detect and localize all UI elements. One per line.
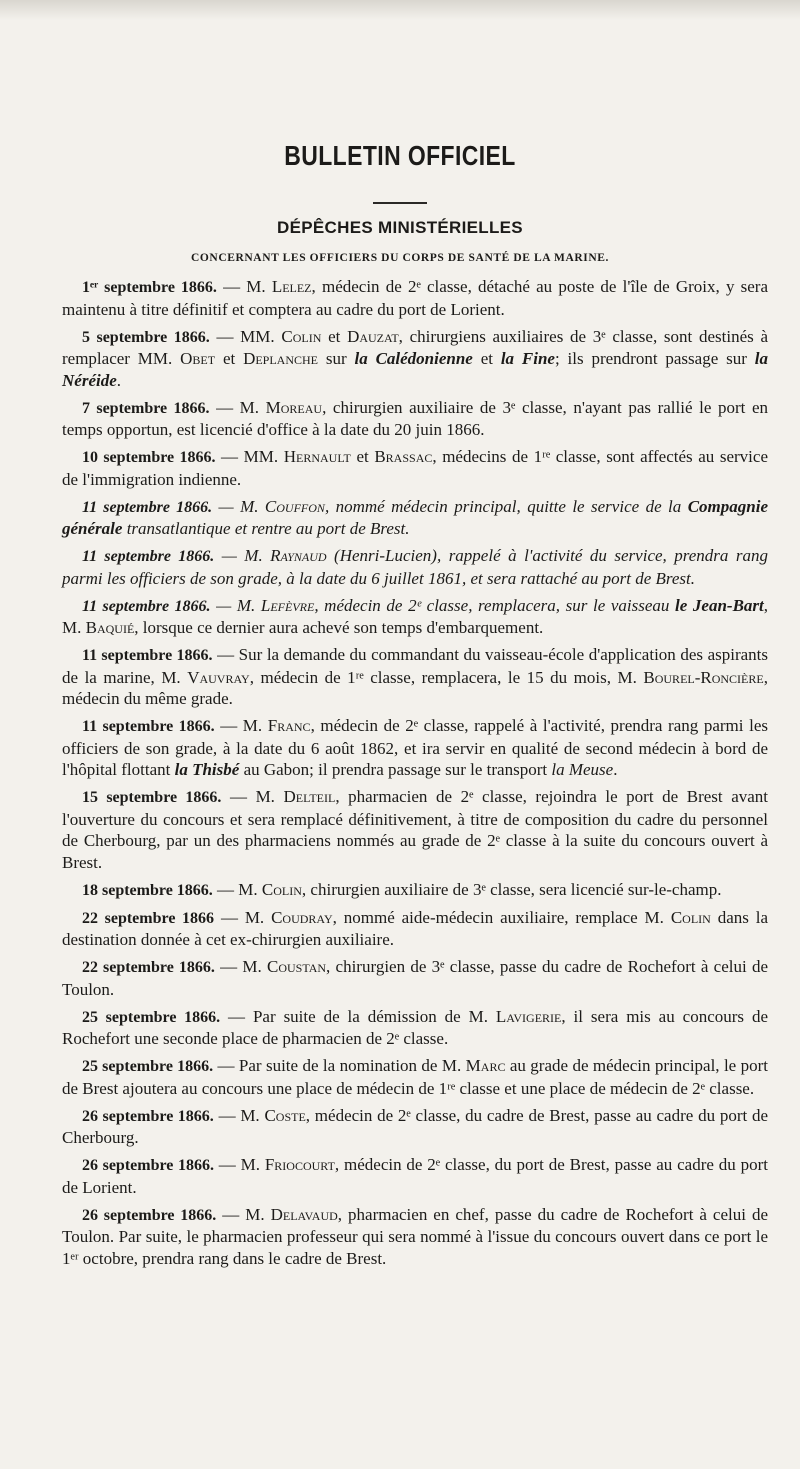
entry-text: — M. [221, 787, 284, 806]
entry-text: — Par suite de la nomination de M. [213, 1056, 466, 1075]
page-header [0, 140, 800, 264]
entry-text: , médecin de 2ᵉ classe, détaché au poste de l'île de Groix, y sera maintenu à titre définitif et comptera au cadre du port de Lorient. [62, 277, 768, 319]
person-name: Colin [281, 326, 322, 346]
entry-text: , médecin de 2ᵉ classe, rappelé à l'activité, prendra rang parmi les officiers de son grade, à la date du 6 août 1862, et ira servir en qualité de second médecin à bord de l'hôpital flottant [62, 716, 768, 779]
entry-text: dans la destination donnée à cet ex-chirurgien auxiliaire. [62, 907, 768, 949]
entry-text: , pharmacien de 2ᵉ classe, rejoindra le port de Brest avant l'ouverture du concours et sera remplacé définitivement, à titre de composition du cadre du personnel de Cherbourg, par un des pharmaciens nommés au grade de 2ᵉ classe à la suite du concours ouvert à Brest. [62, 787, 769, 872]
person-name: Lelez [271, 277, 312, 296]
person-name: Marc [465, 1056, 506, 1075]
dispatch-entry [62, 1105, 768, 1149]
person-name: Baquié [85, 618, 135, 637]
entry-text: — M. [212, 879, 262, 899]
entry-text: , médecins de 1ʳᵉ classe, sont affectés au service de l'immigration indienne. [62, 447, 769, 489]
entry-date: 22 septembre 1866 [82, 909, 215, 927]
ship-name: la Thisbé [174, 760, 240, 779]
person-name: Colin [261, 879, 302, 899]
entry-date: 11 septembre 1866. [82, 647, 213, 664]
dispatch-entry [62, 907, 768, 951]
person-name: Vauvray [187, 667, 250, 687]
entry-text: , médecin de 1ʳᵉ classe, remplacera, le 15 du mois, M. [249, 667, 644, 687]
person-name: Bourel-Roncière [643, 667, 764, 687]
entry-date: 11 septembre 1866. [82, 718, 215, 735]
entry-date: 11 septembre 1866. [82, 498, 213, 516]
entry-text: sur [318, 349, 355, 368]
person-name: Brassac [374, 447, 433, 466]
dispatch-entry [62, 879, 768, 902]
entry-text: — M. [212, 496, 265, 516]
entry-text: et [350, 447, 375, 466]
entry-text: — M. [216, 277, 272, 296]
entry-text: au Gabon; il prendra passage sur le transport [239, 760, 552, 779]
dispatch-entry [62, 1154, 768, 1198]
person-name: Friocourt [264, 1155, 335, 1174]
person-name: Hernault [283, 447, 351, 466]
entry-date: 10 septembre 1866. [82, 449, 216, 466]
entry-text: , nommé aide-médecin auxiliaire, remplace M. [332, 907, 671, 927]
person-name: Couffon [264, 496, 325, 516]
dispatch-entry [62, 276, 768, 320]
person-name: Colin [670, 907, 711, 927]
entry-text: — Par suite de la démission de M. [220, 1006, 496, 1026]
entry-text: , chirurgien auxiliaire de 3ᵉ classe, n'ayant pas rallié le port en temps opportun, est licencié d'office à la date du 20 juin 1866. [62, 397, 768, 439]
entry-text: . [613, 760, 618, 779]
entry-date: 25 septembre 1866. [82, 1008, 221, 1026]
entry-text: — M. [213, 1155, 265, 1174]
ship-name: la Néréide [62, 349, 768, 390]
entry-text: (Henri-Lucien), rappelé à l'activité du service, prendra rang parmi les officiers de son grade, à la date du 6 juillet 1861, et sera rattaché au port de Brest. [62, 546, 768, 588]
entry-date: 5 septembre 1866. [82, 328, 210, 346]
person-name: Dauzat [347, 326, 399, 346]
entry-text: — MM. [209, 326, 282, 346]
dispatch-entry [62, 595, 768, 639]
dispatch-entry [62, 786, 768, 873]
person-name: Delavaud [270, 1204, 338, 1224]
entry-text: , chirurgiens auxiliaires de 3ᵉ classe, sont destinés à remplacer MM. [62, 326, 769, 368]
ship-name: le Jean-Bart [675, 595, 764, 615]
ship-name: la Fine [500, 349, 555, 368]
entry-text: — M. [213, 1105, 265, 1125]
dispatch-list [62, 276, 768, 1275]
entry-text: — M. [214, 546, 271, 565]
person-name: Lefèvre [260, 595, 315, 615]
entry-text: — M. [214, 957, 267, 976]
person-name: Coustan [266, 957, 327, 976]
entry-date: 26 septembre 1866. [82, 1107, 214, 1125]
entry-text: , M. [62, 595, 769, 637]
entry-date: 1ᵉʳ septembre 1866. [82, 279, 217, 296]
dispatch-entry [62, 1055, 768, 1099]
person-name: Franc [267, 716, 311, 735]
title-rule [373, 202, 427, 204]
entry-text: , il sera mis au concours de Rochefort une seconde place de pharmacien de 2ᵉ classe. [62, 1006, 768, 1048]
person-name: Moreau [265, 397, 323, 417]
entry-text: , chirurgien auxiliaire de 3ᵉ classe, sera licencié sur-le-champ. [301, 879, 722, 899]
entry-text: , médecin de 2ᵉ classe, du cadre de Brest, passe au cadre du port de Cherbourg. [62, 1105, 769, 1147]
person-name: Coste [264, 1105, 306, 1125]
company-name: Compagnie générale [62, 496, 768, 538]
person-name: Deplanche [243, 349, 319, 368]
dispatch-entry [62, 326, 768, 392]
entry-text: , médecin du même grade. [62, 667, 768, 708]
entry-text: — M. [209, 397, 266, 417]
dispatch-entry [62, 715, 768, 781]
entry-date: 11 septembre 1866. [82, 548, 215, 565]
entry-date: 18 septembre 1866. [82, 881, 213, 899]
entry-text: — M. [214, 907, 272, 927]
scan-edge-shadow [0, 0, 800, 20]
entry-text: et [472, 349, 501, 368]
section-title: DÉPÊCHES MINISTÉRIELLES [277, 218, 523, 237]
entry-text: — M. [214, 716, 268, 735]
person-name: Delteil [283, 787, 336, 806]
person-name: Lavigerie [495, 1006, 562, 1026]
dispatch-entry [62, 446, 768, 490]
entry-date: 15 septembre 1866. [82, 789, 222, 806]
entry-text: , nommé médecin principal, quitte le service de la [324, 496, 688, 516]
person-name: Raynaud [270, 546, 327, 565]
dispatch-entry [62, 956, 768, 1000]
dispatch-entry [62, 1006, 768, 1050]
entry-date: 26 septembre 1866. [82, 1157, 214, 1174]
person-name: Obet [180, 349, 216, 368]
page-title: BULLETIN OFFICIEL [284, 140, 516, 171]
entry-text: — M. [210, 595, 261, 615]
entry-text: et [215, 349, 244, 368]
dispatch-entry [62, 644, 768, 710]
entry-date: 25 septembre 1866. [82, 1058, 214, 1075]
dispatch-entry [62, 397, 768, 441]
entry-date: 26 septembre 1866. [82, 1206, 217, 1224]
entry-text: , médecin de 2ᵉ classe, remplacera, sur le vaisseau [314, 595, 676, 615]
entry-text: , médecin de 2ᵉ classe, du port de Brest, passe au cadre du port de Lorient. [62, 1155, 768, 1197]
entry-text: , pharmacien en chef, passe du cadre de Rochefort à celui de Toulon. Par suite, le pharmacien professeur qui sera nommé à l'issue du concours ouvert dans ce port le 1ᵉʳ octobre, prendra rang dans le cadre de Brest. [62, 1204, 769, 1268]
entry-date: 11 septembre 1866. [82, 597, 211, 615]
entry-text: — Sur la demande du commandant du vaisseau-école d'application des aspirants de la marine, M. [62, 645, 768, 687]
dispatch-entry [62, 496, 768, 540]
entry-date: 7 septembre 1866. [82, 399, 210, 417]
entry-text: , chirurgien de 3ᵉ classe, passe du cadre de Rochefort à celui de Toulon. [62, 957, 768, 999]
entry-text: , lorsque ce dernier aura achevé son temps d'embarquement. [134, 618, 544, 637]
ship-name: la Calédonienne [354, 349, 473, 368]
entry-text: — MM. [215, 447, 284, 466]
entry-text: ; ils prendront passage sur [554, 349, 755, 368]
entry-text: au grade de médecin principal, le port de Brest ajoutera au concours une place de médecin de 1ʳᵉ classe et une place de médecin de 2ᵉ classe. [62, 1056, 769, 1098]
dispatch-entry [62, 1204, 768, 1270]
section-subtitle: CONCERNANT LES OFFICIERS DU CORPS DE SANTÉ DE LA MARINE. [190, 252, 610, 264]
entry-text: transatlantique et rentre au port de Brest. [122, 519, 410, 538]
entry-text: . [116, 370, 122, 390]
person-name: Coudray [271, 907, 333, 927]
ship-name: la Meuse [551, 760, 614, 779]
entry-text: et [321, 326, 348, 346]
entry-date: 22 septembre 1866. [82, 959, 215, 976]
entry-text: — M. [216, 1204, 271, 1224]
dispatch-entry [62, 545, 768, 589]
